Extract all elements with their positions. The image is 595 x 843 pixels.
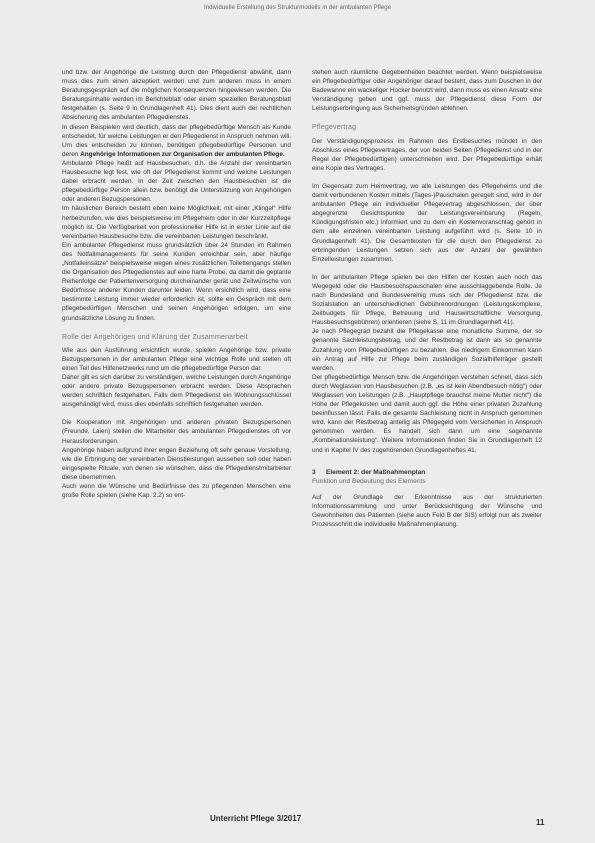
body-paragraph: Angehörige haben aufgrund ihrer engen Beziehung oft sehr genaue Vorstellung, wie die Erbringung der vereinbarten Dienstleistungen aussehen soll oder haben eingespielte Rituale, von denen sie wünschen, dass die Pflegedienstmitarbeiter diese übernehmen. — [62, 446, 291, 481]
body-paragraph: Die Kooperation mit Angehörigen und anderen privaten Bezugspersonen (Freunde, Laien) stellen die Mitarbeiter des ambulanten Pflegedienstes oft vor Herausforderungen. — [62, 419, 291, 445]
body-paragraph: Daher gilt es sich darüber zu verständigen, welche Leistungen durch Angehörige oder andere private Bezugspersonen erbracht werden. Diese Absprachen werden schriftlich festgehalten. Falls dem Pflegedienst ein Wohnungsschlüssel ausgehändigt wird, muss dies ebenfalls schriftlich festgehalten werden. — [62, 374, 291, 409]
body-paragraph: stehen auch räumliche Gegebenheiten beachtet werden. Wenn beispielsweise ein Pflegebedürftiger oder Angehöriger darauf besteht, dass zum Duschen in der Badewanne ein wackeliger Hocker benutzt wird, dann muss es einen Ansatz eine Verständigung geben und ggf. muss der Pflegedienst diese Form der Leistungserbringung aus Sicherheitsgründen ablehnen. — [312, 69, 542, 113]
body-paragraph: Auf der Grundlage der Erkenntnisse aus der strukturierten Informationssammlung und unter Berücksichtigung der Wünsche und Gewohnheiten des Patienten (siehe auch Feld B der SIS) erfolgt nun als zweiter Prozessschritt die individuelle Maßnahmenplanung. — [312, 493, 542, 529]
body-paragraph: und bzw. der Angehörige die Leistung durch den Pflegedienst abwählt, dann muss dies zum einen akzeptiert werden und zum anderen muss in einem Beratungsgespräch auf die möglichen Konsequenzen hingewiesen werden. Die Beratungsinhalte werden im Berichteblatt oder einem speziellen Beratungsblatt festgehalten (s. Seite 9 in Grundlagenheft 41). Dies dient auch der rechtlichen Absicherung des ambulanten Pflegedienstes. — [62, 69, 291, 122]
body-paragraph: In der ambulanten Pflege spielen bei den Hilfen der Kosten auch noch das Wegegeld oder die Hausbesuchspauschalen eine ausschlaggebende Rolle. Je nach Bundesland und Bundesvereinig muss sich der Pflegedienst bzw. die Sozialstation an unterschiedlichen Gebührenordnungen (Leistungskomplexe, Zeitbudgets für Pflege, Betreuung und Hauswirtschaftliche Versorgung, Hausbesuchsgebühren) orientieren (siehe S. 11 im Grundlagenheft 41). — [312, 273, 542, 327]
bold-emphasis: Angehörige Informationen zur Organisation der ambulanten Pflege. — [80, 150, 285, 158]
footer-title: Unterricht Pflege 3/2017 — [210, 814, 302, 823]
body-paragraph: Ein ambulanter Pflegedienst muss grundsätzlich über 24 Stunden im Rahmen des Notfallmanagements für seine Kunden erreichbar sein, aber häufige „Notfalleinsätze“ beispielsweise wegen eines zusätzlichen Toilettengangs stellen die Organisation des Pflegedienstes auf eine harte Probe, da damit die geplante Reihenfolge der Patientenversorgung durcheinander gerät und Zeitwünsche von Bedürfnisse anderer Kunden darunter leiden. Wenn ersichtlich wird, dass eine bestimmte Leistung immer wieder erforderlich ist, sollte ein Gespräch mit dem pflegebedürftigen Menschen und seinen Angehörigen erfolgen, um eine grundsätzliche Lösung zu finden. — [62, 241, 291, 322]
section-title: Element 2: der Maßnahmenplan — [326, 468, 426, 476]
page-number: 11 — [536, 818, 545, 827]
body-paragraph: Wie aus den Ausführung ersichtlich wurde, spielen Angehörige bzw. private Bezugspersonen in der ambulanten Pflege eine wichtige Rolle und stellen oft einen Teil des Hilfenetzwerks rund um die pflegebedürftige Person dar. — [62, 346, 291, 372]
body-paragraph: Der pflegebedürftige Mensch bzw. die Angehörigen verstehen schnell, dass sich durch Weglassen von Hausbesuchen (z.B. „es ist kein Abendbesuch nötig“) oder Weglassen von Leistungen (z.B. „Hauptpflege brauchst meine Mutter nicht“) die Höhe der Pflegekosten und damit auch ggf. die Höhe einer privaten Zuzahlung beeinflussen lässt. Falls die gesamte Sachleistung nicht in Anspruch genommen wird, kann der Restbetrag anteilig als Pflegegeld vom Versicherten in Anspruch genommen werden. Es handelt sich dann um eine sogenannte „Kombinationsleistung“. Weitere Informationen finden Sie in Grundlagenheft 12 und in Kapitel IV des zugehörenden Grundlagenheftes 41. — [312, 373, 542, 454]
body-paragraph: Auch wenn die Wünsche und Bedürfnisse des zu pflegenden Menschen eine große Rolle spielen (siehe Kap. 2.2) so ent- — [62, 483, 291, 500]
running-head: Individuelle Erstellung des Strukturmodells in der ambulanten Pflege — [203, 4, 392, 11]
body-paragraph: Je nach Pflegegrad bezahlt die Pflegekasse eine monatliche Summe, der so genannte Sachleistungsbetrag, und der Restbetrag ist dann als so genannte Zuzahlung vom Pflegebedürftigen zu bezahlen. Bei niedrigem Einkommen kann ein Antrag auf Hilfe zur Pflege beim zuständigen Sozialhilfeträger gestellt werden. — [312, 328, 542, 372]
section-subheading: Pflegevertrag — [312, 124, 357, 132]
body-paragraph — [62, 123, 291, 159]
section-subheading: Rolle der Angehörigen und Klärung der Zusammenarbeit — [62, 333, 248, 341]
body-text: In diesen Beispielen wird deutlich, dass der pflegebedürftige Mensch als Kunde entscheidet, für welche Leistungen er den Pflegedienst in Anspruch nehmen will. Um dies entscheiden zu können, benötigen pflegebedürftige Personen und deren — [62, 123, 291, 158]
section-subtitle: Funktion und Bedeutung des Elements — [312, 477, 426, 485]
body-paragraph: Der Verständigungsprozess im Rahmen des Erstbesuches mündet in den Abschluss eines Pflegevertrages, der von beiden Seiten (Pflegedienst und in der Regel der Pflegebedürftigen) unterschrieben wird. Der Pflegebedürftige erhält eine Kopie des Vertrages. — [312, 137, 542, 172]
numbered-section-heading — [312, 468, 542, 477]
body-paragraph: Ambulante Pflege heißt auf Hausbesuchen, d.h. die Anzahl der vereinbarten Hausbesuche legt fest, wie oft der Pflegedienst kommt und welche Leistungen dabei erbracht werden. In der Zeit zwischen den Hausbesuchen ist die pflegebedürftige Person allein bzw. benötigt die Unterstützung von Angehörigen oder anderen Bezugspersonen. — [62, 159, 291, 204]
section-number: 3 — [312, 468, 316, 476]
right-column — [312, 68, 542, 529]
left-column — [62, 68, 291, 500]
body-paragraph: Im häuslichen Bereich besteht eben keine Möglichkeit, mit einer „Klingel“ Hilfe herbeizurufen, wie dies beispielsweise im Pflegeheim oder in der Kurzzeitpflege möglich ist. Die Verfügbarkeit von professioneller Hilfe ist in erster Linie auf die vereinbarten Hausbesuche bzw. die vereinbarten Leistungen beschränkt. — [62, 205, 291, 240]
body-paragraph: Im Gegensatz zum Heimvertrag, wo alle Leistungen des Pflegeheims und die damit verbundenen Kosten mittels (Tages-)Pauschalen geregelt sind, wird in der ambulanten Pflege ein individueller Pflegevertrag abgeschlossen, der über abgegrenzte Gesichtspunkte der Leistungsvereinbarung (Regeln, Kündigungsfristen etc.) informiert und zu dem ein Kostenvoranschlag gehört in dem alle einzelnen vereinbarten Leistung aufgeführt wird (s. Seite 10 in Grundlagenheft 41). Die Gesamtkosten für die durch den Pflegedienst zu erbringenden Leistungen setzen sich aus der Anzahl der gewählten Einzelleistungen zusammen. — [312, 182, 542, 263]
